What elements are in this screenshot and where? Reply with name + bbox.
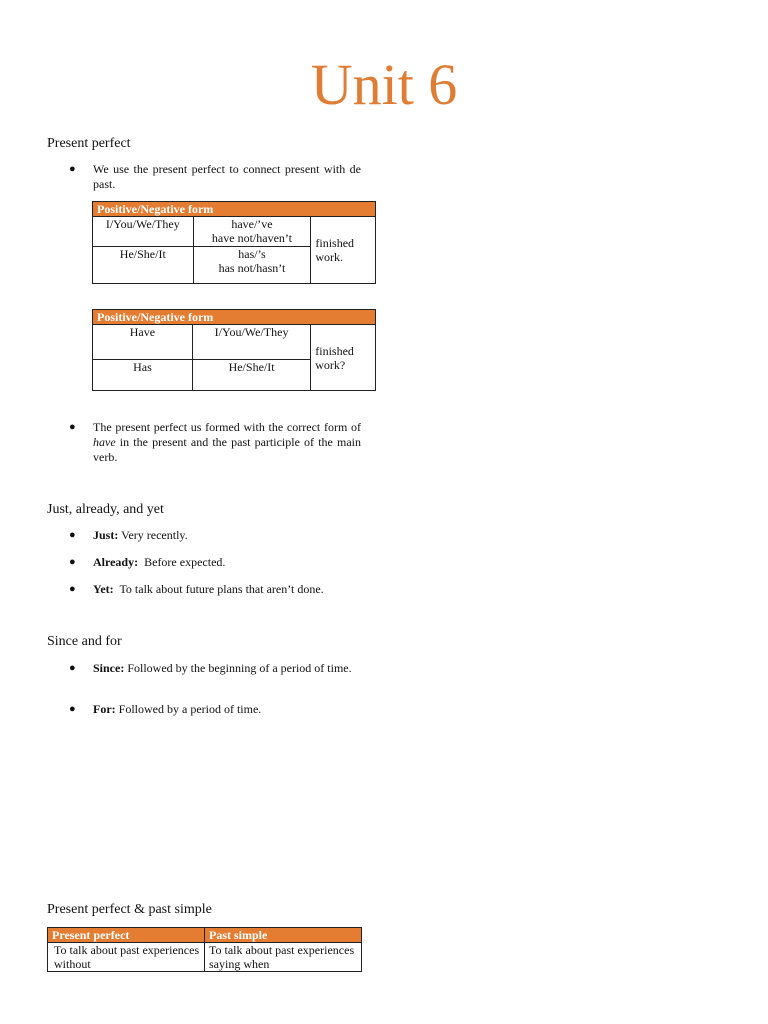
- bullet-item: [69, 702, 373, 717]
- verb-cell: [193, 217, 311, 247]
- question-form-table: [92, 309, 376, 391]
- bullet-text-emphasis: have: [93, 435, 116, 449]
- bullet-item: [69, 528, 373, 543]
- table-cell: To talk about past experiences without: [48, 943, 205, 972]
- bullet-term: Yet:: [93, 582, 114, 596]
- positive-negative-table: [92, 201, 376, 284]
- bullet-text: We use the present perfect to connect present with de past.: [93, 162, 361, 191]
- section-heading-since-for: Since and for: [47, 634, 122, 649]
- section-heading-present-perfect: Present perfect: [47, 136, 131, 151]
- bullet-text: in the present and the past participle of the main verb.: [93, 435, 361, 464]
- auxiliary-cell: Has: [93, 360, 193, 391]
- subject-cell: He/She/It: [192, 360, 310, 391]
- bullet-dot-icon: ●: [69, 583, 76, 595]
- verb-cell: [193, 247, 311, 284]
- bullet-term: Just:: [93, 528, 119, 542]
- bullet-item: [69, 420, 361, 465]
- bullet-text: Before expected.: [138, 555, 226, 569]
- subject-cell: He/She/It: [93, 247, 194, 284]
- bullet-dot-icon: ●: [69, 556, 76, 568]
- column-header: Past simple: [205, 928, 362, 943]
- bullet-term: Already:: [93, 555, 139, 569]
- bullet-term: Since:: [93, 661, 125, 675]
- section-heading-present-perfect-past-simple: Present perfect & past simple: [47, 902, 212, 917]
- table-cell: To talk about past experiences saying when: [205, 943, 362, 972]
- bullet-text: Very recently.: [118, 528, 188, 542]
- subject-cell: I/You/We/They: [192, 325, 310, 360]
- bullet-text: The present perfect us formed with the correct form of: [93, 420, 361, 434]
- verb-negative: has not/hasn’t: [218, 261, 286, 275]
- object-cell: finished work?: [311, 325, 376, 391]
- subject-cell: I/You/We/They: [93, 217, 194, 247]
- column-header: Present perfect: [48, 928, 205, 943]
- bullet-text: To talk about future plans that aren’t done.: [113, 582, 324, 596]
- bullet-dot-icon: ●: [69, 163, 76, 175]
- bullet-item: [69, 661, 361, 676]
- comparison-table: [47, 927, 362, 972]
- verb-negative: have not/haven’t: [211, 231, 293, 245]
- bullet-text: Followed by a period of time.: [115, 702, 262, 716]
- bullet-term: For:: [93, 702, 116, 716]
- page-title: Unit 6: [310, 52, 458, 117]
- bullet-dot-icon: ●: [69, 703, 76, 715]
- auxiliary-cell: Have: [93, 325, 193, 360]
- bullet-item: [69, 555, 373, 570]
- bullet-item: [69, 162, 361, 192]
- bullet-dot-icon: ●: [69, 421, 76, 433]
- section-heading-just-already-yet: Just, already, and yet: [47, 502, 164, 517]
- verb-positive: has/’s: [238, 247, 266, 261]
- object-cell: finished work.: [311, 217, 376, 284]
- bullet-text: Followed by the beginning of a period of time.: [124, 661, 352, 675]
- bullet-dot-icon: ●: [69, 529, 76, 541]
- table-header: Positive/Negative form: [93, 310, 376, 325]
- verb-positive: have/’ve: [231, 217, 273, 231]
- bullet-dot-icon: ●: [69, 662, 76, 674]
- table-header: Positive/Negative form: [93, 202, 376, 217]
- bullet-item: [69, 582, 383, 597]
